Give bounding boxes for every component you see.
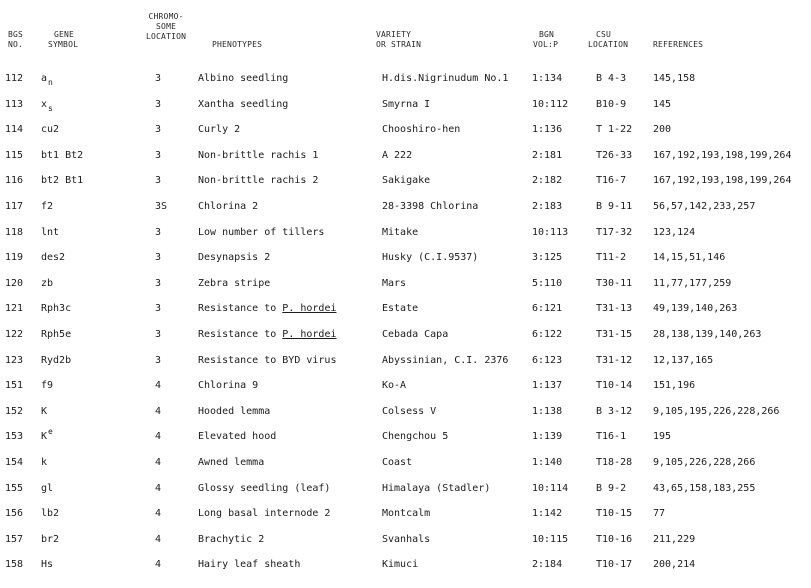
bgs-number: 113 — [5, 98, 24, 110]
phenotype — [198, 277, 270, 291]
bgs-number: 116 — [5, 175, 24, 187]
chromosome-location: 3 — [155, 303, 162, 315]
header-chromosome-line2: SOME — [156, 22, 177, 31]
table-row — [0, 482, 811, 507]
table-row — [0, 379, 811, 404]
gene-symbol-main: bt1 Bt2 — [41, 149, 84, 161]
bgn-volume-page: 1:136 — [532, 124, 563, 136]
gene-symbol-main: f2 — [41, 201, 54, 212]
header-bgn — [533, 30, 558, 50]
phenotype — [198, 430, 276, 444]
gene-symbol-main: Ryd2b — [41, 354, 72, 366]
csu-location: T16-1 — [596, 431, 627, 443]
csu-location: T11-2 — [596, 252, 627, 264]
bgs-number: 154 — [5, 457, 24, 468]
gene-symbol-main: des2 — [41, 252, 66, 264]
bgn-volume-page: 10:114 — [532, 482, 569, 494]
references: 151,196 — [653, 380, 696, 392]
table-row — [0, 558, 811, 583]
bgs-number: 120 — [5, 277, 24, 289]
references: 12,137,165 — [653, 354, 714, 366]
gene-symbol-superscript: e — [48, 427, 53, 437]
phenotype-text: Zebra stripe — [198, 277, 271, 289]
bgs-number: 115 — [5, 149, 24, 161]
variety-strain: Smyrna I — [382, 98, 431, 110]
gene-symbol — [41, 379, 53, 393]
gene-symbol-main: x — [41, 98, 48, 110]
bgs-number: 158 — [5, 559, 24, 571]
bgs-number: 121 — [5, 303, 24, 315]
header-symbol-line1: GENE — [54, 30, 75, 39]
gene-symbol-main: bt2 Bt1 — [41, 175, 84, 187]
gene-symbol — [41, 354, 71, 368]
chromosome-location: 4 — [155, 457, 162, 468]
csu-location: T26-33 — [596, 149, 633, 161]
phenotype — [198, 226, 324, 240]
table-row — [0, 277, 811, 302]
bgn-volume-page: 6:122 — [532, 329, 563, 340]
table-row — [0, 174, 811, 199]
bgn-volume-page: 6:123 — [532, 354, 563, 366]
table-header — [0, 10, 811, 54]
chromosome-location: 4 — [155, 431, 162, 443]
gene-symbol — [41, 427, 53, 444]
table-row — [0, 328, 811, 353]
header-variety-line1: VARIETY — [376, 30, 412, 39]
bgn-volume-page: 3:125 — [532, 252, 563, 264]
variety-strain: Kimuci — [382, 559, 419, 571]
references: 145 — [653, 98, 672, 110]
references: 200 — [653, 124, 672, 136]
phenotype — [198, 302, 336, 316]
gene-symbol — [41, 405, 47, 419]
gene-symbol — [41, 328, 71, 342]
phenotype-pathogen: P. hordei — [282, 329, 337, 340]
variety-strain: Estate — [382, 303, 419, 315]
table-row — [0, 354, 811, 379]
chromosome-location: 3 — [155, 329, 162, 340]
bgn-volume-page: 1:138 — [532, 405, 563, 417]
header-csu-location — [588, 30, 628, 50]
gene-symbol-main: cu2 — [41, 124, 60, 136]
chromosome-location: 4 — [155, 508, 162, 520]
phenotype — [198, 558, 300, 572]
header-chromosome-line1: CHROMO- — [148, 12, 184, 21]
gene-symbol-main: Rph3c — [41, 303, 72, 315]
csu-location: T31-12 — [596, 354, 633, 366]
phenotype-text: Desynapsis 2 — [198, 252, 271, 264]
header-variety — [376, 30, 421, 50]
csu-location: T10-14 — [596, 380, 633, 392]
phenotype — [198, 72, 288, 86]
bgn-volume-page: 1:137 — [532, 380, 563, 392]
header-csu-line1: CSU — [596, 30, 612, 39]
references: 56,57,142,233,257 — [653, 201, 756, 212]
header-phenotypes: PHENOTYPES — [212, 40, 263, 49]
gene-symbol-main: f9 — [41, 380, 54, 392]
variety-strain: Ko-A — [382, 380, 407, 392]
variety-strain: H.dis.Nigrinudum No.1 — [382, 73, 509, 84]
chromosome-location: 3 — [155, 98, 162, 110]
references: 167,192,193,198,199,264 — [653, 149, 792, 161]
table-row — [0, 456, 811, 481]
variety-strain: Mars — [382, 277, 407, 289]
phenotype — [198, 405, 270, 419]
references: 77 — [653, 508, 666, 520]
gene-symbol-main: lb2 — [41, 508, 60, 520]
references: 49,139,140,263 — [653, 303, 738, 315]
variety-strain: Svanhals — [382, 533, 431, 545]
bgs-number: 156 — [5, 508, 24, 520]
csu-location: B 9-11 — [596, 201, 633, 212]
bgs-number: 123 — [5, 354, 24, 366]
bgs-number: 114 — [5, 124, 24, 136]
variety-strain: 28-3398 Chlorina — [382, 201, 479, 212]
chromosome-location: 3 — [155, 73, 162, 84]
variety-strain: Colsess V — [382, 405, 437, 417]
csu-location: T31-15 — [596, 329, 633, 340]
gene-symbol — [41, 149, 83, 163]
variety-strain: Coast — [382, 457, 413, 468]
header-bgs-line1: BGS — [8, 30, 24, 39]
phenotype-text: Hairy leaf sheath — [198, 559, 301, 571]
gene-symbol — [41, 226, 59, 240]
gene-symbol-main: Rph5e — [41, 329, 72, 340]
gene-symbol — [41, 174, 83, 188]
phenotype-text: Long basal internode 2 — [198, 508, 331, 520]
gene-symbol — [41, 123, 59, 137]
chromosome-location: 3 — [155, 175, 162, 187]
header-bgs-line2: NO. — [8, 40, 24, 49]
header-bgs — [8, 30, 23, 50]
references: 195 — [653, 431, 672, 443]
chromosome-location: 3 — [155, 252, 162, 264]
bgn-volume-page: 1:134 — [532, 73, 563, 84]
csu-location: T31-13 — [596, 303, 633, 315]
gene-symbol — [41, 251, 65, 265]
table-row — [0, 302, 811, 327]
references: 123,124 — [653, 226, 696, 238]
gene-symbol-main: K — [41, 405, 48, 417]
phenotype-text: Non-brittle rachis 1 — [198, 149, 319, 161]
table-row — [0, 72, 811, 97]
chromosome-location: 3 — [155, 226, 162, 238]
table-row — [0, 149, 811, 174]
bgs-number: 117 — [5, 201, 24, 212]
gene-symbol — [41, 533, 59, 547]
bgn-volume-page: 10:113 — [532, 226, 569, 238]
phenotype-text: Awned lemma — [198, 457, 265, 468]
phenotype — [198, 354, 336, 368]
phenotype-text: Resistance to — [198, 329, 283, 340]
phenotype-text: Xantha seedling — [198, 98, 289, 110]
header-csu-line2: LOCATION — [588, 40, 629, 49]
csu-location: T 1-22 — [596, 124, 633, 136]
table-row — [0, 251, 811, 276]
bgn-volume-page: 10:112 — [532, 98, 569, 110]
phenotype-text: Non-brittle rachis 2 — [198, 175, 319, 187]
phenotype-text: Glossy seedling (leaf) — [198, 482, 331, 494]
chromosome-location: 4 — [155, 380, 162, 392]
bgn-volume-page: 1:139 — [532, 431, 563, 443]
variety-strain: Husky (C.I.9537) — [382, 252, 479, 264]
csu-location: T10-15 — [596, 508, 633, 520]
bgn-volume-page: 2:182 — [532, 175, 563, 187]
chromosome-location: 4 — [155, 533, 162, 545]
references: 9,105,195,226,228,266 — [653, 405, 780, 417]
gene-symbol-main: br2 — [41, 533, 60, 545]
phenotype-text: Resistance to — [198, 303, 283, 315]
gene-symbol-subscript: n — [48, 78, 53, 87]
phenotype — [198, 482, 330, 496]
references: 167,192,193,198,199,264 — [653, 175, 792, 187]
bgs-number: 151 — [5, 380, 24, 392]
phenotype — [198, 123, 240, 137]
table-row — [0, 200, 811, 225]
chromosome-location: 3S — [155, 201, 168, 212]
bgs-number: 152 — [5, 405, 24, 417]
gene-symbol-main: gl — [41, 482, 54, 494]
references: 14,15,51,146 — [653, 252, 726, 264]
variety-strain: Himalaya (Stadler) — [382, 482, 491, 494]
gene-symbol-main: k — [41, 457, 48, 468]
chromosome-location: 4 — [155, 559, 162, 571]
phenotype-text: Albino seedling — [198, 73, 289, 84]
bgs-number: 153 — [5, 431, 24, 443]
gene-symbol-main: lnt — [41, 226, 60, 238]
table-row — [0, 98, 811, 123]
bgn-volume-page: 2:184 — [532, 559, 563, 571]
gene-symbol — [41, 72, 53, 86]
header-chromosome — [146, 12, 186, 42]
table-row — [0, 123, 811, 148]
bgs-number: 112 — [5, 73, 24, 84]
bgs-number: 157 — [5, 533, 24, 545]
bgn-volume-page: 1:142 — [532, 508, 563, 520]
csu-location: B 9-2 — [596, 482, 627, 494]
variety-strain: Sakigake — [382, 175, 431, 187]
csu-location: T18-28 — [596, 457, 633, 468]
bgn-volume-page: 2:181 — [532, 149, 563, 161]
bgs-number: 122 — [5, 329, 24, 340]
variety-strain: Mitake — [382, 226, 419, 238]
variety-strain: A 222 — [382, 149, 413, 161]
gene-symbol-main: zb — [41, 277, 54, 289]
references: 9,105,226,228,266 — [653, 457, 756, 468]
phenotype — [198, 328, 336, 342]
csu-location: T10-16 — [596, 533, 633, 545]
gene-symbol-main: a — [41, 73, 48, 84]
phenotype — [198, 149, 318, 163]
header-bgn-line2: VOL:P — [533, 40, 559, 49]
references: 11,77,177,259 — [653, 277, 732, 289]
bgs-number: 119 — [5, 252, 24, 264]
phenotype — [198, 98, 288, 112]
phenotype — [198, 251, 270, 265]
gene-symbol — [41, 482, 53, 496]
bgn-volume-page: 2:183 — [532, 201, 563, 212]
phenotype-text: Chlorina 9 — [198, 380, 259, 392]
header-symbol-line2: SYMBOL — [48, 40, 79, 49]
table-row — [0, 405, 811, 430]
phenotype — [198, 533, 264, 547]
phenotype — [198, 456, 264, 470]
references: 145,158 — [653, 73, 696, 84]
bgs-number: 118 — [5, 226, 24, 238]
gene-symbol — [41, 456, 47, 470]
phenotype — [198, 174, 318, 188]
phenotype — [198, 379, 258, 393]
references: 28,138,139,140,263 — [653, 329, 762, 340]
phenotype-text: Hooded lemma — [198, 405, 271, 417]
chromosome-location: 3 — [155, 277, 162, 289]
gene-symbol — [41, 558, 53, 572]
phenotype-text: Brachytic 2 — [198, 533, 265, 545]
gene-symbol-subscript: s — [48, 103, 53, 113]
phenotype-text: Chlorina 2 — [198, 201, 259, 212]
phenotype — [198, 507, 330, 521]
gene-symbol-main: Hs — [41, 559, 54, 571]
references: 43,65,158,183,255 — [653, 482, 756, 494]
bgn-volume-page: 5:110 — [532, 277, 563, 289]
phenotype-text: Resistance to BYD virus — [198, 354, 337, 366]
phenotype-text: Low number of tillers — [198, 226, 325, 238]
csu-location: T30-11 — [596, 277, 633, 289]
header-variety-line2: OR STRAIN — [376, 40, 422, 49]
csu-location: T10-17 — [596, 559, 633, 571]
header-references: REFERENCES — [653, 40, 704, 49]
references: 211,229 — [653, 533, 696, 545]
header-bgn-line1: BGN — [539, 30, 555, 39]
chromosome-location: 3 — [155, 124, 162, 136]
csu-location: T17-32 — [596, 226, 633, 238]
csu-location: B 3-12 — [596, 405, 633, 417]
gene-symbol — [41, 507, 59, 521]
bgs-number: 155 — [5, 482, 24, 494]
bgn-volume-page: 10:115 — [532, 533, 569, 545]
csu-location: T16-7 — [596, 175, 627, 187]
chromosome-location: 3 — [155, 354, 162, 366]
header-gene-symbol — [48, 30, 78, 50]
references: 200,214 — [653, 559, 696, 571]
gene-symbol — [41, 200, 53, 214]
csu-location: B10-9 — [596, 98, 627, 110]
phenotype-text: Curly 2 — [198, 124, 241, 136]
bgn-volume-page: 6:121 — [532, 303, 563, 315]
gene-symbol — [41, 302, 71, 316]
chromosome-location: 4 — [155, 405, 162, 417]
phenotype-pathogen: P. hordei — [282, 303, 337, 315]
phenotype — [198, 200, 258, 214]
phenotype-text: Elevated hood — [198, 431, 277, 443]
table-row — [0, 427, 811, 455]
bgn-volume-page: 1:140 — [532, 457, 563, 468]
gene-symbol-main: K — [41, 431, 48, 443]
variety-strain: Cebada Capa — [382, 329, 449, 340]
chromosome-location: 3 — [155, 149, 162, 161]
table-row — [0, 226, 811, 251]
variety-strain: Abyssinian, C.I. 2376 — [382, 354, 509, 366]
variety-strain: Chengchou 5 — [382, 431, 449, 443]
variety-strain: Montcalm — [382, 508, 431, 520]
header-chromosome-line3: LOCATION — [146, 32, 187, 41]
variety-strain: Chooshiro-hen — [382, 124, 461, 136]
gene-symbol — [41, 98, 53, 112]
gene-symbol — [41, 277, 53, 291]
table-row — [0, 507, 811, 532]
table-row — [0, 533, 811, 558]
csu-location: B 4-3 — [596, 73, 627, 84]
chromosome-location: 4 — [155, 482, 162, 494]
